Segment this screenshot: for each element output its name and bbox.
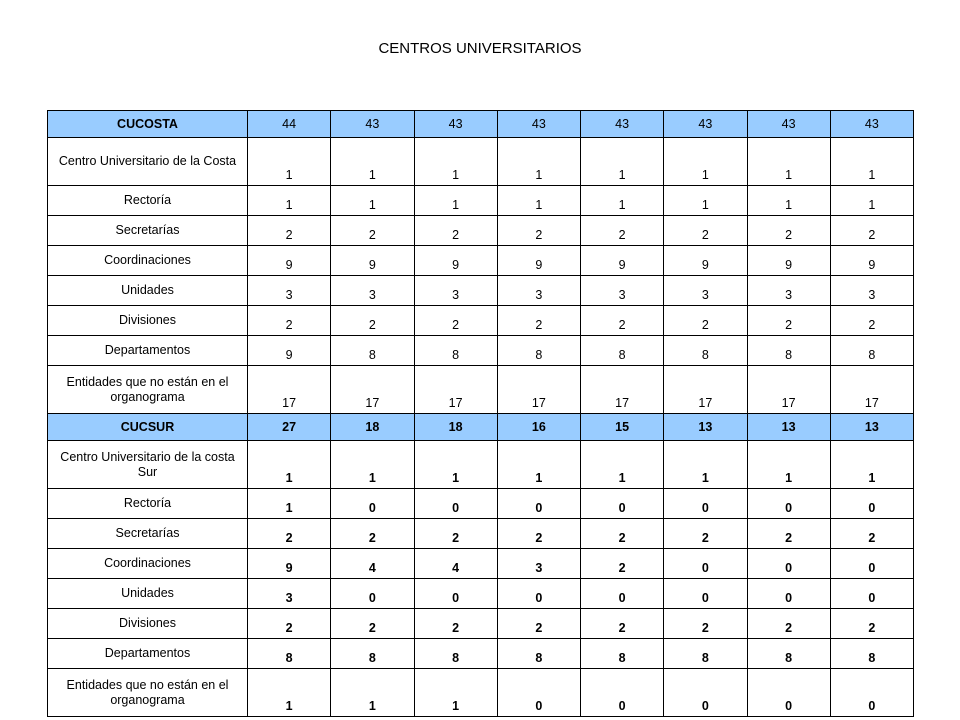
cell: 2 (830, 216, 913, 246)
cell: 0 (497, 579, 580, 609)
cell: 2 (664, 216, 747, 246)
cell: 8 (830, 639, 913, 669)
cell: 2 (747, 609, 830, 639)
section-header-label: CUCSUR (48, 414, 248, 441)
cell: 0 (497, 489, 580, 519)
cell: 2 (331, 306, 414, 336)
cell: 1 (747, 186, 830, 216)
row-label: Centro Universitario de la costa Sur (48, 441, 248, 489)
cell: 0 (664, 579, 747, 609)
cell: 0 (581, 579, 664, 609)
cell: 8 (331, 336, 414, 366)
row-label: Secretarías (48, 216, 248, 246)
header-value: 43 (331, 111, 414, 138)
cell: 3 (581, 276, 664, 306)
cell: 0 (331, 489, 414, 519)
cell: 0 (747, 549, 830, 579)
cell: 1 (830, 138, 913, 186)
cell: 9 (664, 246, 747, 276)
table-row (48, 639, 914, 669)
cell: 9 (248, 549, 331, 579)
cell: 4 (414, 549, 497, 579)
cell: 3 (497, 549, 580, 579)
cell: 0 (414, 579, 497, 609)
cell: 0 (830, 669, 913, 717)
centros-table (47, 110, 914, 717)
cell: 17 (747, 366, 830, 414)
cell: 2 (581, 609, 664, 639)
cell: 1 (830, 441, 913, 489)
header-value: 13 (664, 414, 747, 441)
cell: 2 (747, 519, 830, 549)
cell: 0 (664, 489, 747, 519)
cell: 8 (248, 639, 331, 669)
cell: 2 (414, 306, 497, 336)
cell: 2 (497, 519, 580, 549)
table-row (48, 216, 914, 246)
cell: 9 (331, 246, 414, 276)
cell: 8 (747, 336, 830, 366)
cell: 1 (248, 669, 331, 717)
cell: 0 (664, 669, 747, 717)
cell: 1 (581, 441, 664, 489)
header-value: 18 (414, 414, 497, 441)
cell: 8 (497, 639, 580, 669)
cell: 9 (248, 246, 331, 276)
cell: 3 (497, 276, 580, 306)
cell: 2 (581, 519, 664, 549)
cell: 17 (248, 366, 331, 414)
row-label: Coordinaciones (48, 246, 248, 276)
table-row (48, 336, 914, 366)
cell: 8 (664, 336, 747, 366)
row-label: Rectoría (48, 489, 248, 519)
cell: 9 (747, 246, 830, 276)
cell: 3 (248, 579, 331, 609)
cell: 1 (414, 441, 497, 489)
cell: 2 (497, 216, 580, 246)
cell: 8 (414, 639, 497, 669)
cell: 9 (248, 336, 331, 366)
cell: 1 (497, 441, 580, 489)
cell: 0 (581, 489, 664, 519)
cell: 0 (747, 489, 830, 519)
cell: 1 (664, 441, 747, 489)
cell: 2 (830, 519, 913, 549)
cell: 1 (581, 138, 664, 186)
row-label: Unidades (48, 579, 248, 609)
cell: 2 (581, 306, 664, 336)
cell: 2 (331, 216, 414, 246)
cell: 1 (497, 186, 580, 216)
cell: 2 (497, 609, 580, 639)
header-value: 13 (747, 414, 830, 441)
cell: 1 (414, 138, 497, 186)
cell: 0 (830, 489, 913, 519)
row-label: Divisiones (48, 306, 248, 336)
cell: 1 (664, 138, 747, 186)
header-value: 43 (664, 111, 747, 138)
cell: 1 (747, 138, 830, 186)
header-value: 43 (747, 111, 830, 138)
table-row (48, 306, 914, 336)
cell: 2 (664, 306, 747, 336)
cell: 1 (248, 441, 331, 489)
cell: 17 (497, 366, 580, 414)
cell: 8 (664, 639, 747, 669)
cell: 8 (747, 639, 830, 669)
cell: 2 (747, 216, 830, 246)
cell: 2 (248, 306, 331, 336)
table-row (48, 579, 914, 609)
cell: 0 (581, 669, 664, 717)
cell: 9 (497, 246, 580, 276)
cell: 0 (331, 579, 414, 609)
cell: 2 (664, 609, 747, 639)
cell: 3 (414, 276, 497, 306)
cell: 1 (331, 138, 414, 186)
cell: 2 (497, 306, 580, 336)
cell: 9 (414, 246, 497, 276)
header-value: 43 (581, 111, 664, 138)
row-label: Unidades (48, 276, 248, 306)
cell: 0 (747, 669, 830, 717)
table-row (48, 366, 914, 414)
cell: 2 (414, 609, 497, 639)
cell: 2 (747, 306, 830, 336)
table-row (48, 441, 914, 489)
cell: 2 (830, 306, 913, 336)
cell: 1 (331, 669, 414, 717)
cell: 1 (331, 441, 414, 489)
cell: 2 (830, 609, 913, 639)
cell: 1 (581, 186, 664, 216)
cell: 1 (248, 186, 331, 216)
table-row (48, 489, 914, 519)
cell: 0 (830, 549, 913, 579)
row-label: Entidades que no están en el organograma (48, 366, 248, 414)
cell: 2 (414, 519, 497, 549)
cell: 3 (331, 276, 414, 306)
cell: 2 (248, 609, 331, 639)
cell: 9 (830, 246, 913, 276)
header-value: 43 (414, 111, 497, 138)
cell: 8 (497, 336, 580, 366)
header-value: 16 (497, 414, 580, 441)
cell: 1 (497, 138, 580, 186)
row-label: Centro Universitario de la Costa (48, 138, 248, 186)
cell: 0 (747, 579, 830, 609)
cell: 3 (248, 276, 331, 306)
header-value: 27 (248, 414, 331, 441)
cell: 1 (747, 441, 830, 489)
cell: 17 (664, 366, 747, 414)
cell: 17 (830, 366, 913, 414)
header-value: 43 (830, 111, 913, 138)
table-row (48, 276, 914, 306)
table-row (48, 186, 914, 216)
cell: 1 (248, 489, 331, 519)
section-header-row (48, 111, 914, 138)
section-header-row (48, 414, 914, 441)
cell: 0 (497, 669, 580, 717)
row-label: Coordinaciones (48, 549, 248, 579)
cell: 0 (664, 549, 747, 579)
cell: 8 (830, 336, 913, 366)
cell: 4 (331, 549, 414, 579)
table-row (48, 669, 914, 717)
cell: 2 (331, 519, 414, 549)
header-value: 15 (581, 414, 664, 441)
section-header-label: CUCOSTA (48, 111, 248, 138)
table-row (48, 519, 914, 549)
cell: 3 (830, 276, 913, 306)
cell: 3 (664, 276, 747, 306)
cell: 3 (747, 276, 830, 306)
cell: 2 (331, 609, 414, 639)
row-label: Departamentos (48, 639, 248, 669)
row-label: Divisiones (48, 609, 248, 639)
cell: 2 (414, 216, 497, 246)
row-label: Secretarías (48, 519, 248, 549)
page-title: CENTROS UNIVERSITARIOS (378, 40, 582, 57)
table-row (48, 549, 914, 579)
row-label: Entidades que no están en el organograma (48, 669, 248, 717)
cell: 17 (581, 366, 664, 414)
cell: 17 (331, 366, 414, 414)
cell: 2 (581, 216, 664, 246)
cell: 9 (581, 246, 664, 276)
header-value: 43 (497, 111, 580, 138)
cell: 17 (414, 366, 497, 414)
cell: 1 (664, 186, 747, 216)
table-row (48, 609, 914, 639)
row-label: Rectoría (48, 186, 248, 216)
cell: 1 (248, 138, 331, 186)
table-row (48, 138, 914, 186)
header-value: 44 (248, 111, 331, 138)
cell: 2 (581, 549, 664, 579)
header-value: 18 (331, 414, 414, 441)
cell: 1 (331, 186, 414, 216)
cell: 8 (414, 336, 497, 366)
row-label: Departamentos (48, 336, 248, 366)
cell: 2 (248, 216, 331, 246)
cell: 1 (414, 669, 497, 717)
cell: 8 (581, 639, 664, 669)
cell: 2 (664, 519, 747, 549)
cell: 8 (331, 639, 414, 669)
cell: 8 (581, 336, 664, 366)
cell: 1 (830, 186, 913, 216)
header-value: 13 (830, 414, 913, 441)
table-row (48, 246, 914, 276)
cell: 2 (248, 519, 331, 549)
cell: 0 (830, 579, 913, 609)
cell: 0 (414, 489, 497, 519)
cell: 1 (414, 186, 497, 216)
